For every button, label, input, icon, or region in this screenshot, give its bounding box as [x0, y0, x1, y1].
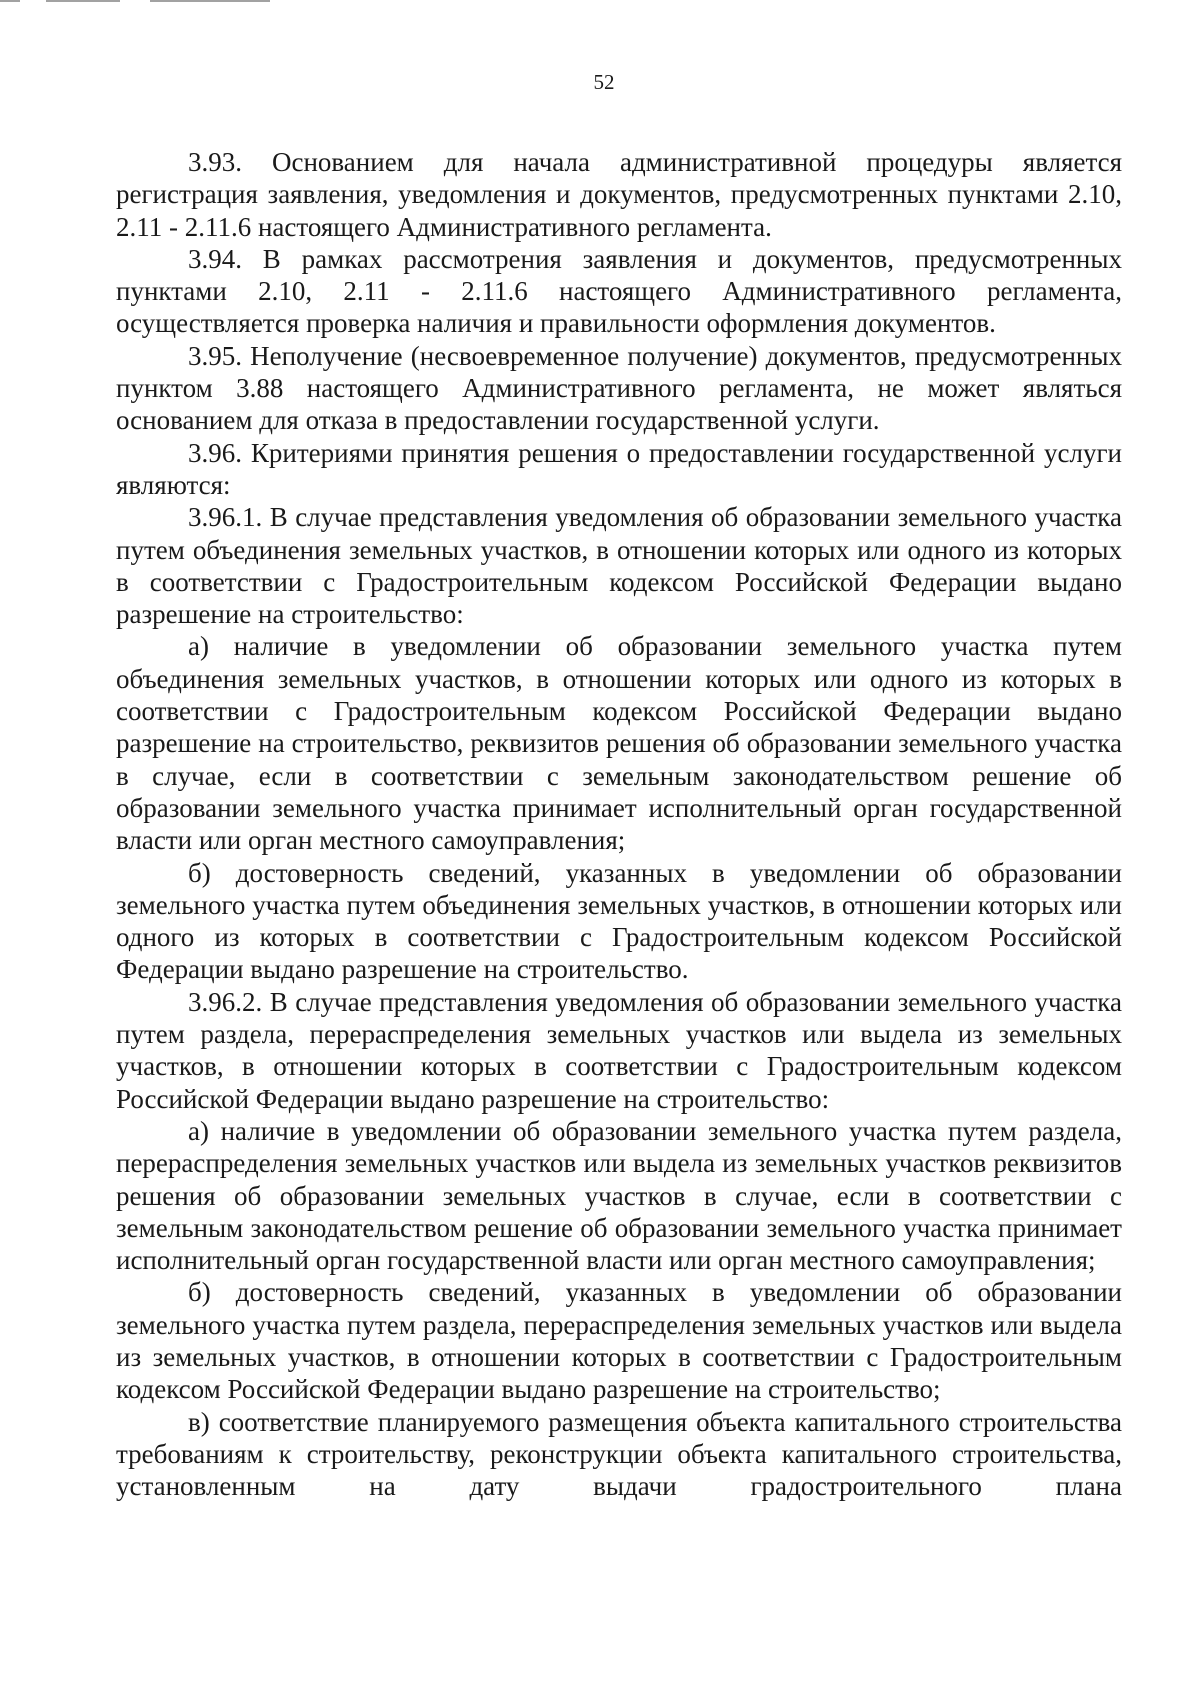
paragraph-3-96-2-b: б) достоверность сведений, указанных в уведомлении об образовании земельного участка путем раздела, перераспределения земельных участков или выдела из земельных участков, в отношении которых в соответствии с Градостроительным кодексом Российской Федерации выдано разрешение на строительство; — [116, 1277, 1122, 1405]
page-number: 52 — [593, 70, 615, 94]
paragraph-3-96-2-v: в) соответствие планируемого размещения объекта капитального строительства требованиям к строительству, реконструкции объекта капитального строительства, установленным на дату выдачи градостроительного плана — [116, 1406, 1122, 1502]
paragraph-3-96-1: 3.96.1. В случае представления уведомления об образовании земельного участка путем объединения земельных участков, в отношении которых или одного из которых в соответствии с Градостроительным кодексом Российской Федерации выдано разрешение на строительство: — [116, 502, 1122, 630]
paragraph-3-95: 3.95. Неполучение (несвоевременное получение) документов, предусмотренных пунктом 3.88 настоящего Административного регламента, не может являться основанием для отказа в предоставлении государственной услуги. — [116, 340, 1122, 436]
paragraph-3-93: 3.93. Основанием для начала административной процедуры является регистрация заявления, уведомления и документов, предусмотренных пунктами 2.10, 2.11 - 2.11.6 настоящего Административного регламента. — [116, 147, 1122, 242]
document-body — [116, 146, 1122, 1502]
paragraph-3-96-1-b: б) достоверность сведений, указанных в уведомлении об образовании земельного участка путем объединения земельных участков, в отношении которых или одного из которых в соответствии с Градостроительным кодексом Российской Федерации выдано разрешение на строительство. — [116, 857, 1122, 985]
paragraph-3-96-2: 3.96.2. В случае представления уведомления об образовании земельного участка путем раздела, перераспределения земельных участков или выдела из земельных участков, в отношении которых в соответствии с Градостроительным кодексом Российской Федерации выдано разрешение на строительство: — [116, 986, 1122, 1114]
paragraph-3-94: 3.94. В рамках рассмотрения заявления и документов, предусмотренных пунктами 2.10, 2.11 - 2.11.6 настоящего Административного регламента, осуществляется проверка наличия и правильности оформления документов. — [116, 243, 1122, 339]
paragraph-3-96-1-a: а) наличие в уведомлении об образовании земельного участка путем объединения земельных участков, в отношении которых или одного из которых в соответствии с Градостроительным кодексом Российской Федерации выдано разрешение на строительство, реквизитов решения об образовании земельного участка в случае, если в соответствии с земельным законодательством решение об образовании земельного участка принимает исполнительный орган государственной власти или орган местного самоуправления; — [116, 631, 1122, 856]
paragraph-3-96-2-a: а) наличие в уведомлении об образовании земельного участка путем раздела, перераспределения земельных участков или выдела из земельных участков реквизитов решения об образовании земельных участков в случае, если в соответствии с земельным законодательством решение об образовании земельного участка принимает исполнительный орган государственной власти или орган местного самоуправления; — [116, 1115, 1122, 1276]
paragraph-3-96: 3.96. Критериями принятия решения о предоставлении государственной услуги являются: — [116, 437, 1122, 500]
scan-edge-artifact — [0, 0, 270, 2]
